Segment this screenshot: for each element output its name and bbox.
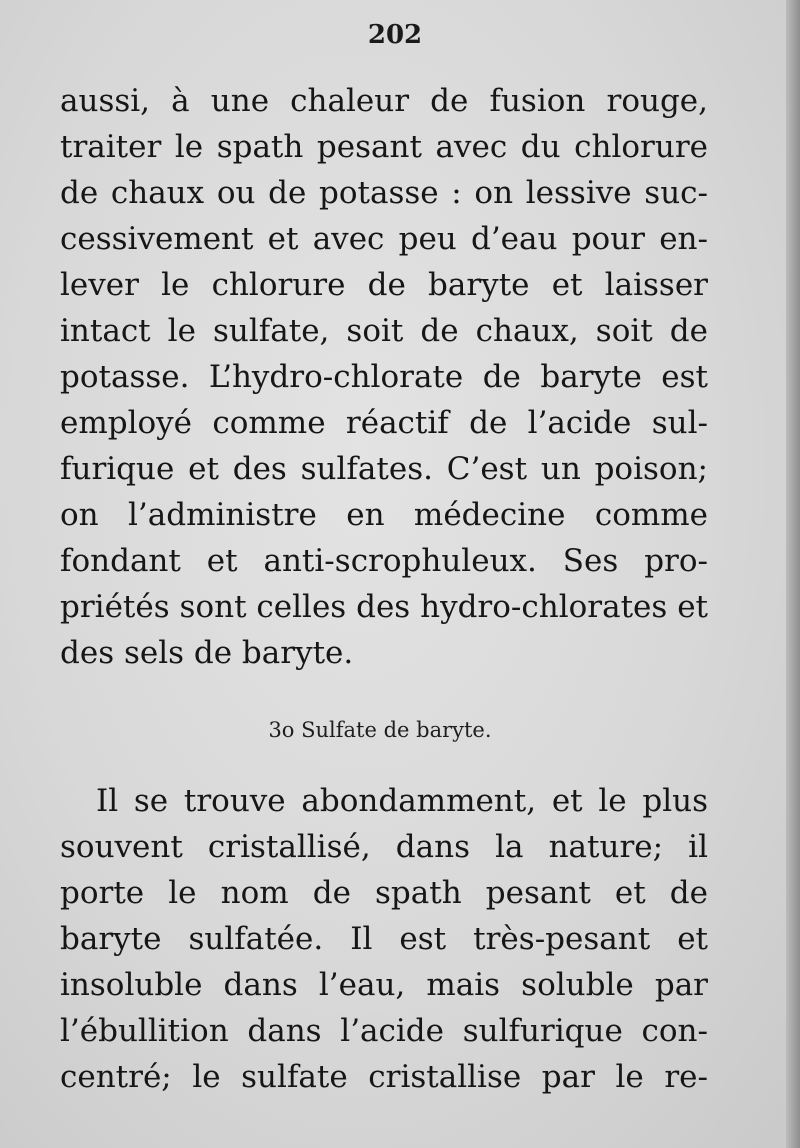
text-line: des sels de baryte. [60,635,354,671]
text-line: employé comme réactif de l’acide sul- [60,405,708,441]
text-line: souvent cristallisé, dans la nature; il [60,829,708,865]
text-line: traiter le spath pesant avec du chlorure [60,129,708,165]
text-line: fondant et anti-scrophuleux. Ses pro- [60,543,708,579]
text-line: l’ébullition dans l’acide sulfurique con- [60,1013,708,1049]
text-line: furique et des sulfates. C’est un poison; [60,451,708,487]
text-line: intact le sulfate, soit de chaux, soit de [60,313,708,349]
text-line: insoluble dans l’eau, mais soluble par [60,967,708,1003]
text-line: Il se trouve abondamment, et le plus [96,783,708,819]
page-edge-shadow [786,0,800,1148]
text-line: lever le chlorure de baryte et laisser [60,267,708,303]
text-line: centré; le sulfate cristallise par le re- [60,1059,708,1095]
text-line: de chaux ou de potasse : on lessive suc- [60,175,708,211]
text-line: on l’administre en médecine comme [60,497,708,533]
text-line: baryte sulfatée. Il est très-pesant et [60,921,708,957]
text-line: cessivement et avec peu d’eau pour en- [60,221,708,257]
text-line: aussi, à une chaleur de fusion rouge, [60,83,708,119]
text-line: priétés sont celles des hydro-chlorates et [60,589,708,625]
text-line: porte le nom de spath pesant et de [60,875,708,911]
page-number: 202 [367,20,423,50]
text-line: potasse. L’hydro-chlorate de baryte est [60,359,708,395]
section-heading: 3o Sulfate de baryte. [268,718,492,742]
paragraph-sulfate [60,778,708,1100]
paragraph-hydrochlorate [60,78,708,676]
